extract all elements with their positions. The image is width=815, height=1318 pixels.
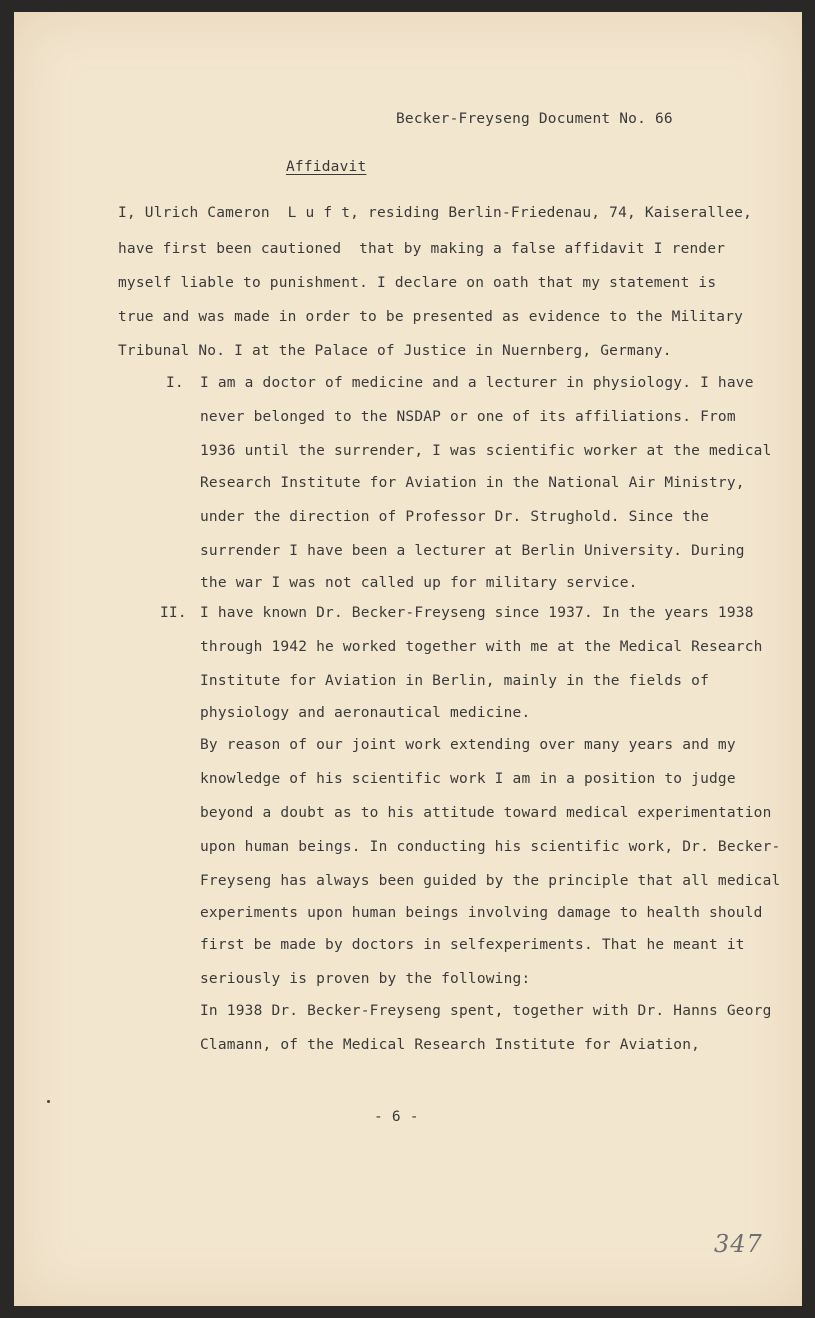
section-line: I am a doctor of medicine and a lecturer in physiology. I have bbox=[200, 375, 754, 391]
intro-line: myself liable to punishment. I declare on oath that my statement is bbox=[118, 275, 717, 291]
section-line: experiments upon human beings involving damage to health should bbox=[200, 905, 763, 921]
section-number: II. bbox=[160, 605, 187, 621]
section-line: physiology and aeronautical medicine. bbox=[200, 705, 531, 721]
intro-line: I, Ulrich Cameron L u f t, residing Berlin-Friedenau, 74, Kaiserallee, bbox=[118, 205, 753, 221]
section-line: Research Institute for Aviation in the National Air Ministry, bbox=[200, 475, 745, 491]
section-line: never belonged to the NSDAP or one of its affiliations. From bbox=[200, 409, 736, 425]
section-line: seriously is proven by the following: bbox=[200, 971, 531, 987]
section-number: I. bbox=[166, 375, 184, 391]
section-line: first be made by doctors in selfexperiments. That he meant it bbox=[200, 937, 745, 953]
document-reference: Becker-Freyseng Document No. 66 bbox=[396, 111, 673, 127]
intro-line: Tribunal No. I at the Palace of Justice in Nuernberg, Germany. bbox=[118, 343, 672, 359]
intro-line: true and was made in order to be presented as evidence to the Military bbox=[118, 309, 744, 325]
section-line: beyond a doubt as to his attitude toward medical experimentation bbox=[200, 805, 772, 821]
document-title: Affidavit bbox=[286, 159, 367, 175]
paper-mark bbox=[47, 1100, 50, 1103]
section-line: In 1938 Dr. Becker-Freyseng spent, together with Dr. Hanns Georg bbox=[200, 1003, 772, 1019]
section-line: upon human beings. In conducting his scientific work, Dr. Becker- bbox=[200, 839, 781, 855]
archive-number: 347 bbox=[714, 1230, 763, 1258]
section-line: knowledge of his scientific work I am in a position to judge bbox=[200, 771, 736, 787]
section-line: By reason of our joint work extending over many years and my bbox=[200, 737, 736, 753]
section-line: Clamann, of the Medical Research Institute for Aviation, bbox=[200, 1037, 701, 1053]
section-line: the war I was not called up for military service. bbox=[200, 575, 638, 591]
section-line: under the direction of Professor Dr. Strughold. Since the bbox=[200, 509, 709, 525]
section-line: through 1942 he worked together with me at the Medical Research bbox=[200, 639, 763, 655]
section-line: surrender I have been a lecturer at Berlin University. During bbox=[200, 543, 745, 559]
section-line: Freyseng has always been guided by the principle that all medical bbox=[200, 873, 781, 889]
intro-line: have first been cautioned that by making a false affidavit I render bbox=[118, 241, 726, 257]
section-line: I have known Dr. Becker-Freyseng since 1937. In the years 1938 bbox=[200, 605, 754, 621]
document-page bbox=[14, 12, 802, 1306]
section-line: Institute for Aviation in Berlin, mainly in the fields of bbox=[200, 673, 709, 689]
section-line: 1936 until the surrender, I was scientific worker at the medical bbox=[200, 443, 772, 459]
page-number: - 6 - bbox=[374, 1109, 419, 1125]
